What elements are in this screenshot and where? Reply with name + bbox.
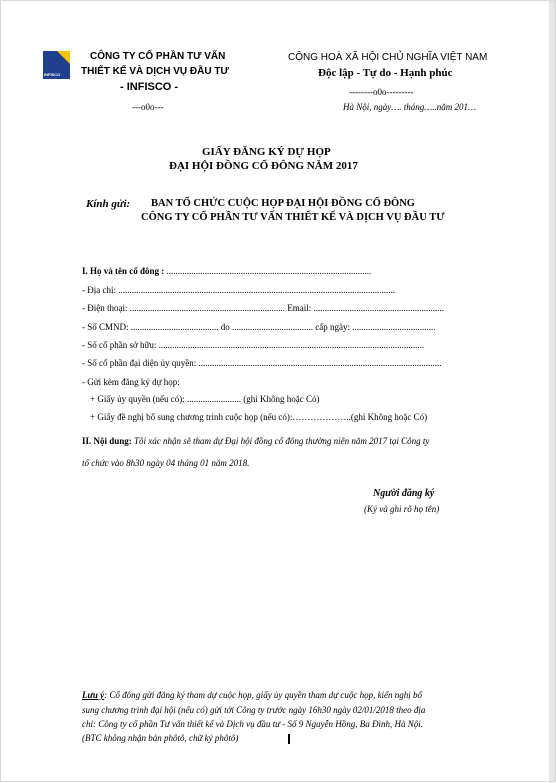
attachments-label: - Gửi kèm đăng ký dự họp: [82,377,180,387]
logo-text: INFISCO [44,72,61,77]
national-motto: Độc lập - Tự do - Hạnh phúc [318,67,453,79]
phone-field[interactable]: ..................................................................... [129,303,285,313]
shares-proxy-field[interactable]: ............................................................................................................ [198,358,442,368]
note-label: Lưu ý [82,690,105,700]
email-label: Email: [287,303,312,313]
text-cursor [288,734,290,744]
country-name: CỘNG HOÀ XÃ HỘI CHỦ NGHĨA VIỆT NAM [288,52,488,63]
id-row [82,322,436,332]
company-name-line2: THIẾT KẾ VÀ DỊCH VỤ ĐẦU TƯ [81,66,229,77]
page-edge [549,1,555,783]
content-row [82,436,429,446]
address-label: - Địa chỉ: [82,285,116,295]
address-field[interactable]: ........................................................................................................................... [118,285,395,295]
phone-label: - Điện thoại: [82,303,128,313]
date-line: Hà Nội, ngày…. tháng…..năm 201… [343,102,477,112]
logo-triangle-icon [57,51,70,64]
id-number-field[interactable]: ....................................... [130,322,219,332]
attachment-proxy-item: + Giấy ủy quyền (nếu có): ........................ (ghi Không hoặc Có) [90,394,320,404]
email-field[interactable]: .......................................................... [313,303,444,313]
addressee-line2: CÔNG TY CỔ PHẦN TƯ VẤN THIẾT KẾ VÀ DỊCH VỤ ĐẦU TƯ [141,212,445,223]
signature-title: Người đăng ký [373,488,435,499]
address-row [82,285,395,295]
note-line3: chỉ: Công ty cổ phần Tư vấn thiết kế và Dịch vụ đầu tư - Số 9 Nguyễn Hồng, Ba Đình, Hà Nội. [82,719,424,729]
company-name-line1: CÔNG TY CỔ PHẦN TƯ VẤN [90,51,226,62]
note-line1-row [82,690,422,700]
company-short-name: - INFISCO - [120,81,179,93]
shares-proxy-label: - Số cổ phần đại diện ủy quyền: [82,358,197,368]
id-label: - Số CMND: [82,322,129,332]
id-date-field[interactable]: ..................................... [352,322,436,332]
document-title: GIẤY ĐĂNG KÝ DỰ HỌP [202,146,331,158]
phone-row [82,303,444,313]
shares-owned-field[interactable]: ...................................................................................................................... [158,340,425,350]
shares-proxy-row [82,358,441,368]
left-separator: ---o0o--- [132,102,164,112]
shares-owned-row [82,340,424,350]
note-line4: (BTC không nhận bản phôtô, chữ ký phôtô) [82,733,239,743]
content-line1: Tôi xác nhận sẽ tham dự Đại hội đồng cổ đông thường niên năm 2017 tại Công ty [134,436,430,446]
note-line1: : Cổ đông gửi đăng ký tham dự cuộc họp, giấy ủy quyền tham dự cuộc họp, kiến nghị bổ [104,690,423,700]
signature-note: (Ký và ghi rõ họ tên) [364,504,440,514]
document-subtitle: ĐẠI HỘI ĐỒNG CỔ ĐÔNG NĂM 2017 [169,160,358,172]
addressee-line1: BAN TỔ CHỨC CUỘC HỌP ĐẠI HỘI ĐỒNG CỔ ĐÔNG [151,198,415,209]
attachment-proposal-item: + Giấy đề nghị bổ sung chương trình cuộc họp (nếu có):………………..(ghi Không hoặc Có) [90,412,428,422]
content-heading: II. Nội dung: [82,436,132,446]
id-issued-by-label: do [220,322,230,332]
note-line2: sung chương trình đại hội (nếu có) gửi tới Công ty trước ngày 16h30 ngày 02/01/2018 theo địa [82,705,426,715]
shares-owned-label: - Số cổ phần sở hữu: [82,340,157,350]
addressee-label: Kính gửi: [86,198,131,210]
content-line2: tổ chức vào 8h30 ngày 04 tháng 01 năm 2018. [82,458,250,468]
shareholder-name-field[interactable]: ........................................................................................... [166,266,372,276]
shareholder-name-label: I. Họ và tên cổ đông : [82,266,165,276]
right-separator: --------o0o--------- [349,87,414,97]
id-issued-by-field[interactable]: .................................... [232,322,314,332]
id-date-label: cấp ngày: [315,322,350,332]
shareholder-name-row [82,266,371,276]
company-logo [43,51,70,79]
